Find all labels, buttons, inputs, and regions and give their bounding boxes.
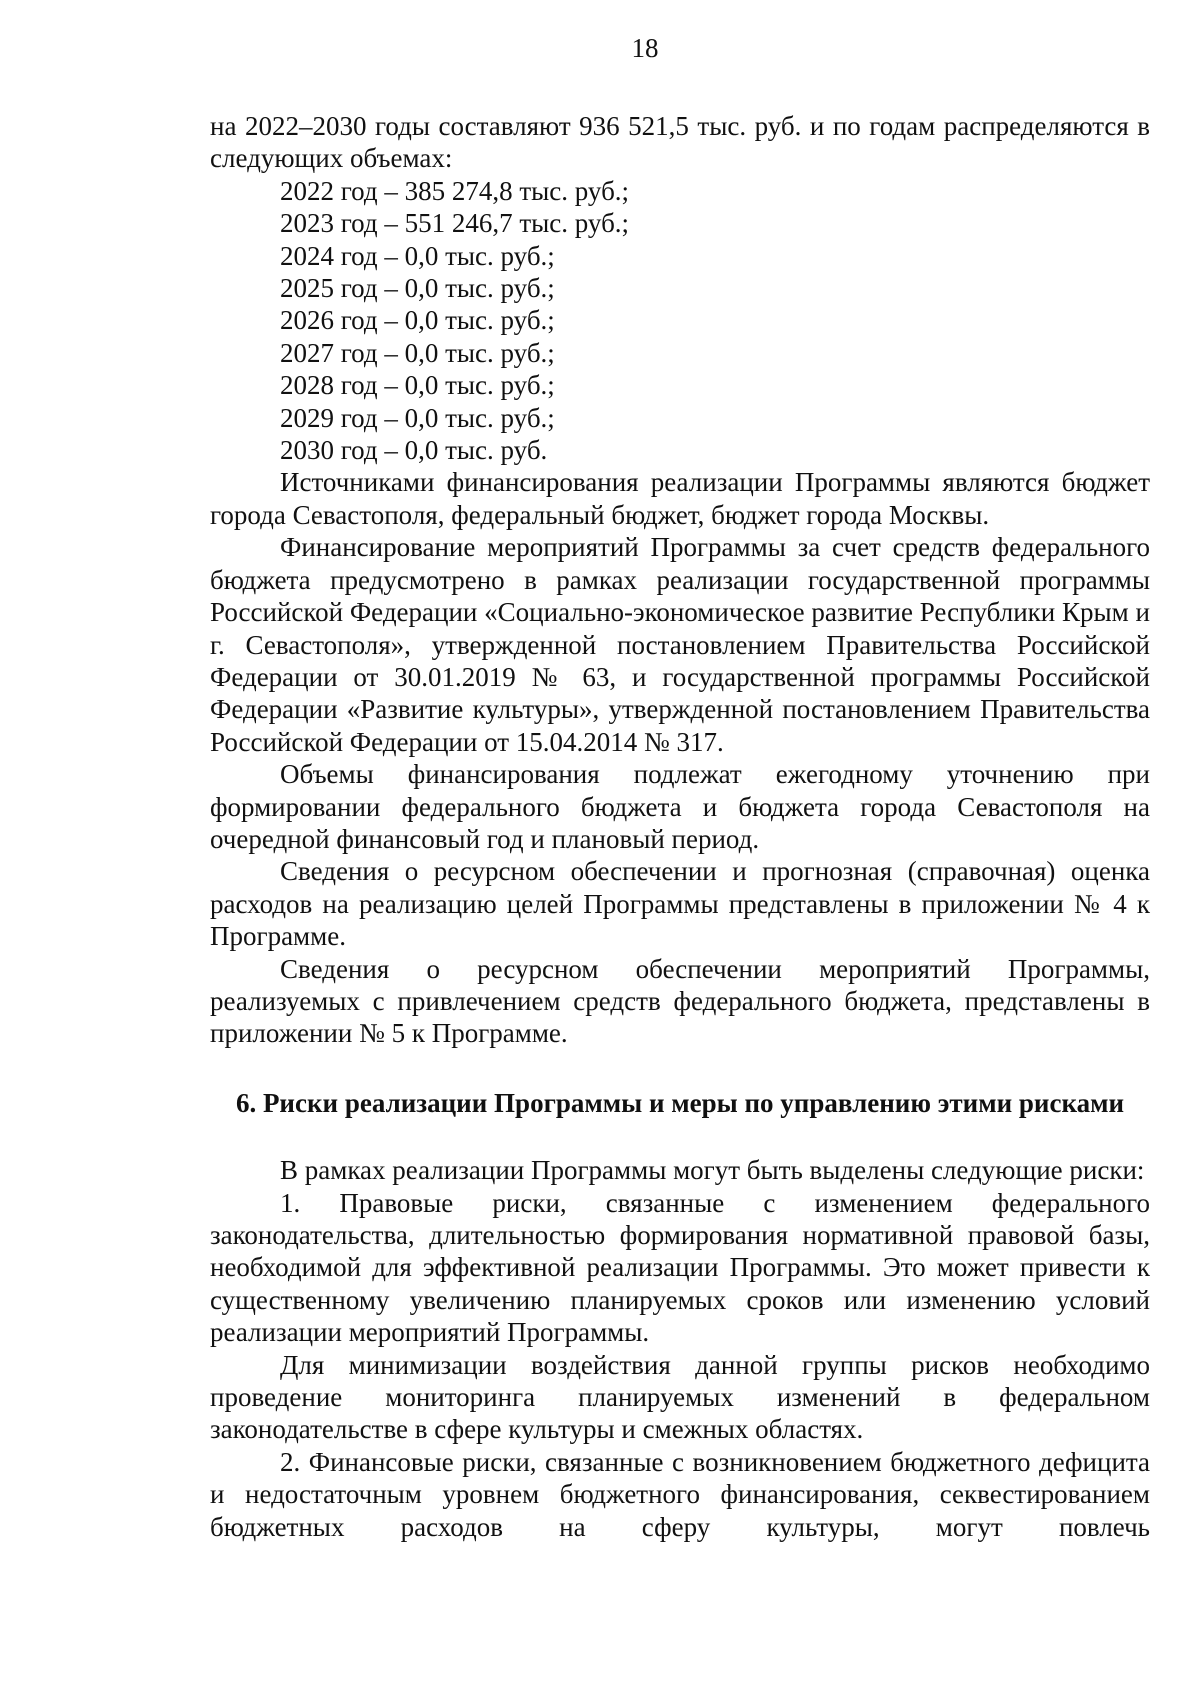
funding-volumes-paragraph: Объемы финансирования подлежат ежегодному уточнению при формировании федерального бюджета и бюджета города Севастополя на очередной финансовый год и плановый период. <box>210 759 1150 854</box>
funding-by-year-list <box>210 175 1150 467</box>
legal-risks-paragraph <box>210 1187 1150 1349</box>
appendix-5-paragraph: Сведения о ресурсном обеспечении мероприятий Программы, реализуемых с привлечением средств федерального бюджета, представлены в приложении № 5 к Программе. <box>210 953 1150 1049</box>
risks-intro-paragraph: В рамках реализации Программы могут быть выделены следующие риски: <box>280 1155 1145 1186</box>
financial-risks-text: Финансовые риски, связанные с возникновением бюджетного дефицита и недостаточным уровнем бюджетного финансирования, секвестированием бюджетных расходов на сферу культуры, могут повлечь <box>210 1446 1151 1542</box>
federal-financing-paragraph: Финансирование мероприятий Программы за счет средств федерального бюджета предусмотрено в рамках реализации государственной программы Российской Федерации «Социально-экономическое развитие Республики Крым и г. Севастополя», утвержденной постановлением Правительства Российской Федерации от 30.01.2019 № 63, и государственной программы Российской Федерации «Развитие культуры», утвержденной постановлением Правительства Российской Федерации от 15.04.2014 № 317. <box>210 532 1150 757</box>
financial-risks-paragraph <box>210 1446 1150 1543</box>
document-body <box>210 110 1150 1543</box>
funding-year-item: 2029 год – 0,0 тыс. руб.; <box>280 402 555 433</box>
legal-risks-text: Правовые риски, связанные с изменением федерального законодательства, длительностью формирования нормативной правовой базы, необходимой для эффективной реализации Программы. Это может привести к существенному увеличению планируемых сроков или изменению условий реализации мероприятий Программы. <box>210 1187 1151 1348</box>
funding-year-item: 2023 год – 551 246,7 тыс. руб.; <box>280 208 630 239</box>
page-number: 18 <box>631 33 659 63</box>
risk-item-number: 1. <box>280 1187 301 1218</box>
funding-year-item: 2022 год – 385 274,8 тыс. руб.; <box>280 175 630 206</box>
legal-risks-mitigation-paragraph: Для минимизации воздействия данной группы рисков необходимо проведение мониторинга планируемых изменений в федеральном законодательстве в сфере культуры и смежных областях. <box>210 1349 1150 1445</box>
funding-year-item: 2027 год – 0,0 тыс. руб.; <box>280 337 555 368</box>
funding-year-item: 2028 год – 0,0 тыс. руб.; <box>280 370 555 401</box>
funding-year-item: 2024 год – 0,0 тыс. руб.; <box>280 240 555 271</box>
funding-year-item: 2030 год – 0,0 тыс. руб. <box>280 435 548 466</box>
funding-intro-paragraph: на 2022–2030 годы составляют 936 521,5 тыс. руб. и по годам распределяются в следующих объемах: <box>210 111 1150 174</box>
appendix-4-paragraph: Сведения о ресурсном обеспечении и прогнозная (справочная) оценка расходов на реализацию целей Программы представлены в приложении № 4 к Программе. <box>210 856 1150 952</box>
risk-item-number: 2. <box>280 1446 301 1477</box>
funding-year-item: 2025 год – 0,0 тыс. руб.; <box>280 273 555 304</box>
section-6-heading: 6. Риски реализации Программы и меры по управлению этими рисками <box>235 1087 1125 1118</box>
funding-year-item: 2026 год – 0,0 тыс. руб.; <box>280 305 555 336</box>
funding-sources-paragraph: Источниками финансирования реализации Программы являются бюджет города Севастополя, федеральный бюджет, бюджет города Москвы. <box>210 467 1150 530</box>
